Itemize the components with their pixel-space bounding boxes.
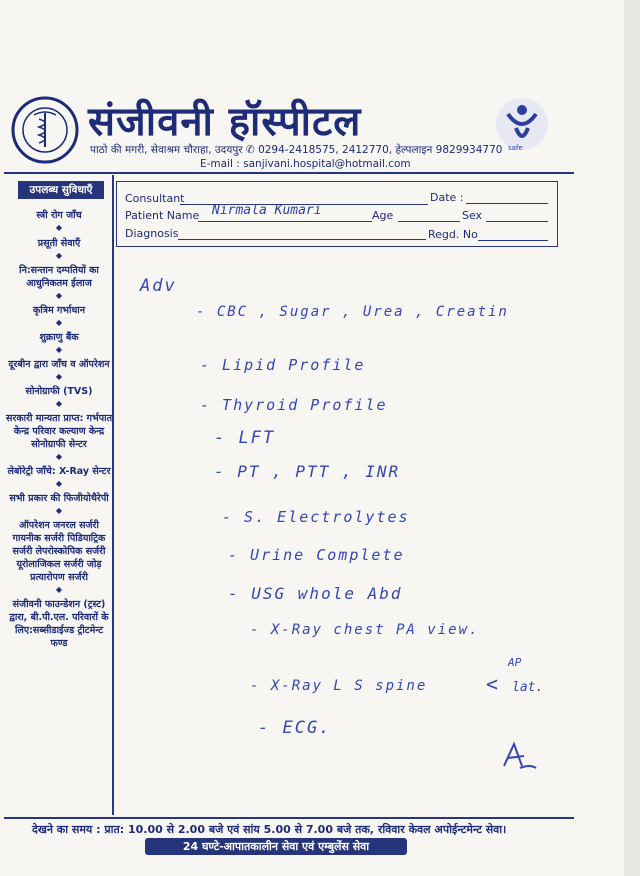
sidebar-item: सभी प्रकार की फिजीयोथैरेपी xyxy=(9,493,109,504)
diagnosis-label: Diagnosis xyxy=(125,227,179,240)
sidebar-item: कृत्रिम गर्भाधान xyxy=(32,305,86,316)
sidebar-item: ऑपरेशन जनरल सर्जरी गायनीक सर्जरी पिडियाट्रिक सर्जरी लेपरोस्कोपिक सर्जरी यूरोलाजिकल सर्जरी जोड़ प्रत्यारोपण सर्जरी xyxy=(12,520,106,583)
age-label: Age xyxy=(372,209,394,222)
header-divider xyxy=(4,172,574,174)
bullet-icon: ◆ xyxy=(55,251,63,260)
date-line xyxy=(466,203,548,204)
visiting-hours: देखने का समय : प्रात: 10.00 से 2.00 बजे एवं सांय 5.00 से 7.00 बजे तक, रविवार केवल अपोईन्टमेन्ट सेवा। xyxy=(32,823,507,836)
bullet-icon: ◆ xyxy=(55,585,63,594)
consultant-label: Consultant xyxy=(125,192,185,205)
doctor-signature xyxy=(500,738,540,774)
date-label: Date : xyxy=(430,191,464,204)
hospital-name: संजीवनी हॉस्पीटल xyxy=(88,98,362,145)
rx-line: - Thyroid Profile xyxy=(200,396,388,414)
sidebar-item: प्रसूती सेवाएँ xyxy=(37,238,81,249)
rx-line: - PT , PTT , INR xyxy=(214,462,401,481)
diagnosis-line xyxy=(178,239,426,240)
xray-view-lat: lat. xyxy=(512,680,544,695)
regd-no-label: Regd. No xyxy=(428,228,478,241)
bullet-icon: ◆ xyxy=(55,318,63,327)
sidebar-item: स्त्री रोग जाँच xyxy=(36,210,82,221)
hospital-emblem-icon xyxy=(10,95,80,165)
facilities-sidebar xyxy=(6,175,114,815)
rx-line: - X-Ray chest PA view. xyxy=(250,622,480,638)
xray-view-ap: AP xyxy=(508,656,522,669)
patient-name-value: Nirmala Kumari xyxy=(212,203,322,218)
age-line xyxy=(398,221,460,222)
svg-text:safe: safe xyxy=(508,144,523,152)
rx-line: - X-Ray L S spine xyxy=(250,678,428,694)
bullet-icon: ◆ xyxy=(55,399,63,408)
advice-heading: Adv xyxy=(140,276,177,296)
bullet-icon: ◆ xyxy=(55,452,63,461)
patient-name-label: Patient Name xyxy=(125,209,200,222)
sidebar-heading: उपलब्ध सुविधाएँ xyxy=(18,181,104,199)
hospital-address: पाठो की मगरी, सेवाश्रम चौराहा, उदयपुर ✆ 0294-2418575, 2412770, हेल्पलाइन 9829934770 xyxy=(90,144,503,156)
rx-line: - CBC , Sugar , Urea , Creatin xyxy=(196,304,509,320)
sidebar-item: सोनोग्राफी (TVS) xyxy=(25,386,93,397)
bullet-icon: ◆ xyxy=(55,506,63,515)
bullet-icon: ◆ xyxy=(55,223,63,232)
sidebar-item: संजीवनी फाउन्डेशन (ट्रस्ट) द्वारा, बी.पी.एल. परिवारों के लिए:सब्सीडाईज्ड ट्रीटमेन्ट फण्ड xyxy=(9,599,109,649)
bullet-icon: ◆ xyxy=(55,345,63,354)
rx-line: - USG whole Abd xyxy=(228,584,403,603)
sex-line xyxy=(486,221,548,222)
bullet-icon: ◆ xyxy=(55,291,63,300)
emergency-banner: 24 घण्टे-आपातकालीन सेवा एवं एम्बुलेंस सेवा xyxy=(145,838,407,855)
sex-label: Sex xyxy=(462,209,483,222)
sidebar-item: शुक्राणु बैंक xyxy=(39,332,79,343)
sidebar-item: सरकारी मान्यता प्राप्त: गर्भपात केन्द्र परिवार कल्याण केन्द्र सोनोग्राफी सेन्टर xyxy=(6,413,112,450)
patient-name-line xyxy=(198,221,372,222)
sidebar-item: दूरबीन द्वारा जाँच व ऑपरेशन xyxy=(8,359,110,370)
hospital-email: E-mail : sanjivani.hospital@hotmail.com xyxy=(200,158,411,170)
rx-line: - Urine Complete xyxy=(228,546,405,564)
bullet-icon: ◆ xyxy=(55,372,63,381)
regd-no-line xyxy=(478,240,548,241)
rx-line: - LFT xyxy=(214,428,276,448)
sidebar-item: लेबोरेट्री जाँचे: X-Ray सेन्टर xyxy=(7,466,111,477)
paper-edge xyxy=(624,0,640,876)
rx-line: - Lipid Profile xyxy=(200,356,366,374)
bullet-icon: ◆ xyxy=(55,479,63,488)
footer-divider xyxy=(4,817,574,819)
brace-mark: < xyxy=(486,672,499,696)
rx-line: - S. Electrolytes xyxy=(222,508,410,526)
rx-line: - ECG. xyxy=(258,718,332,738)
sidebar-item: नि:सन्तान दम्पतियों का आधुनिकतम ईलाज xyxy=(19,265,99,289)
safe-logo-icon xyxy=(494,94,550,154)
